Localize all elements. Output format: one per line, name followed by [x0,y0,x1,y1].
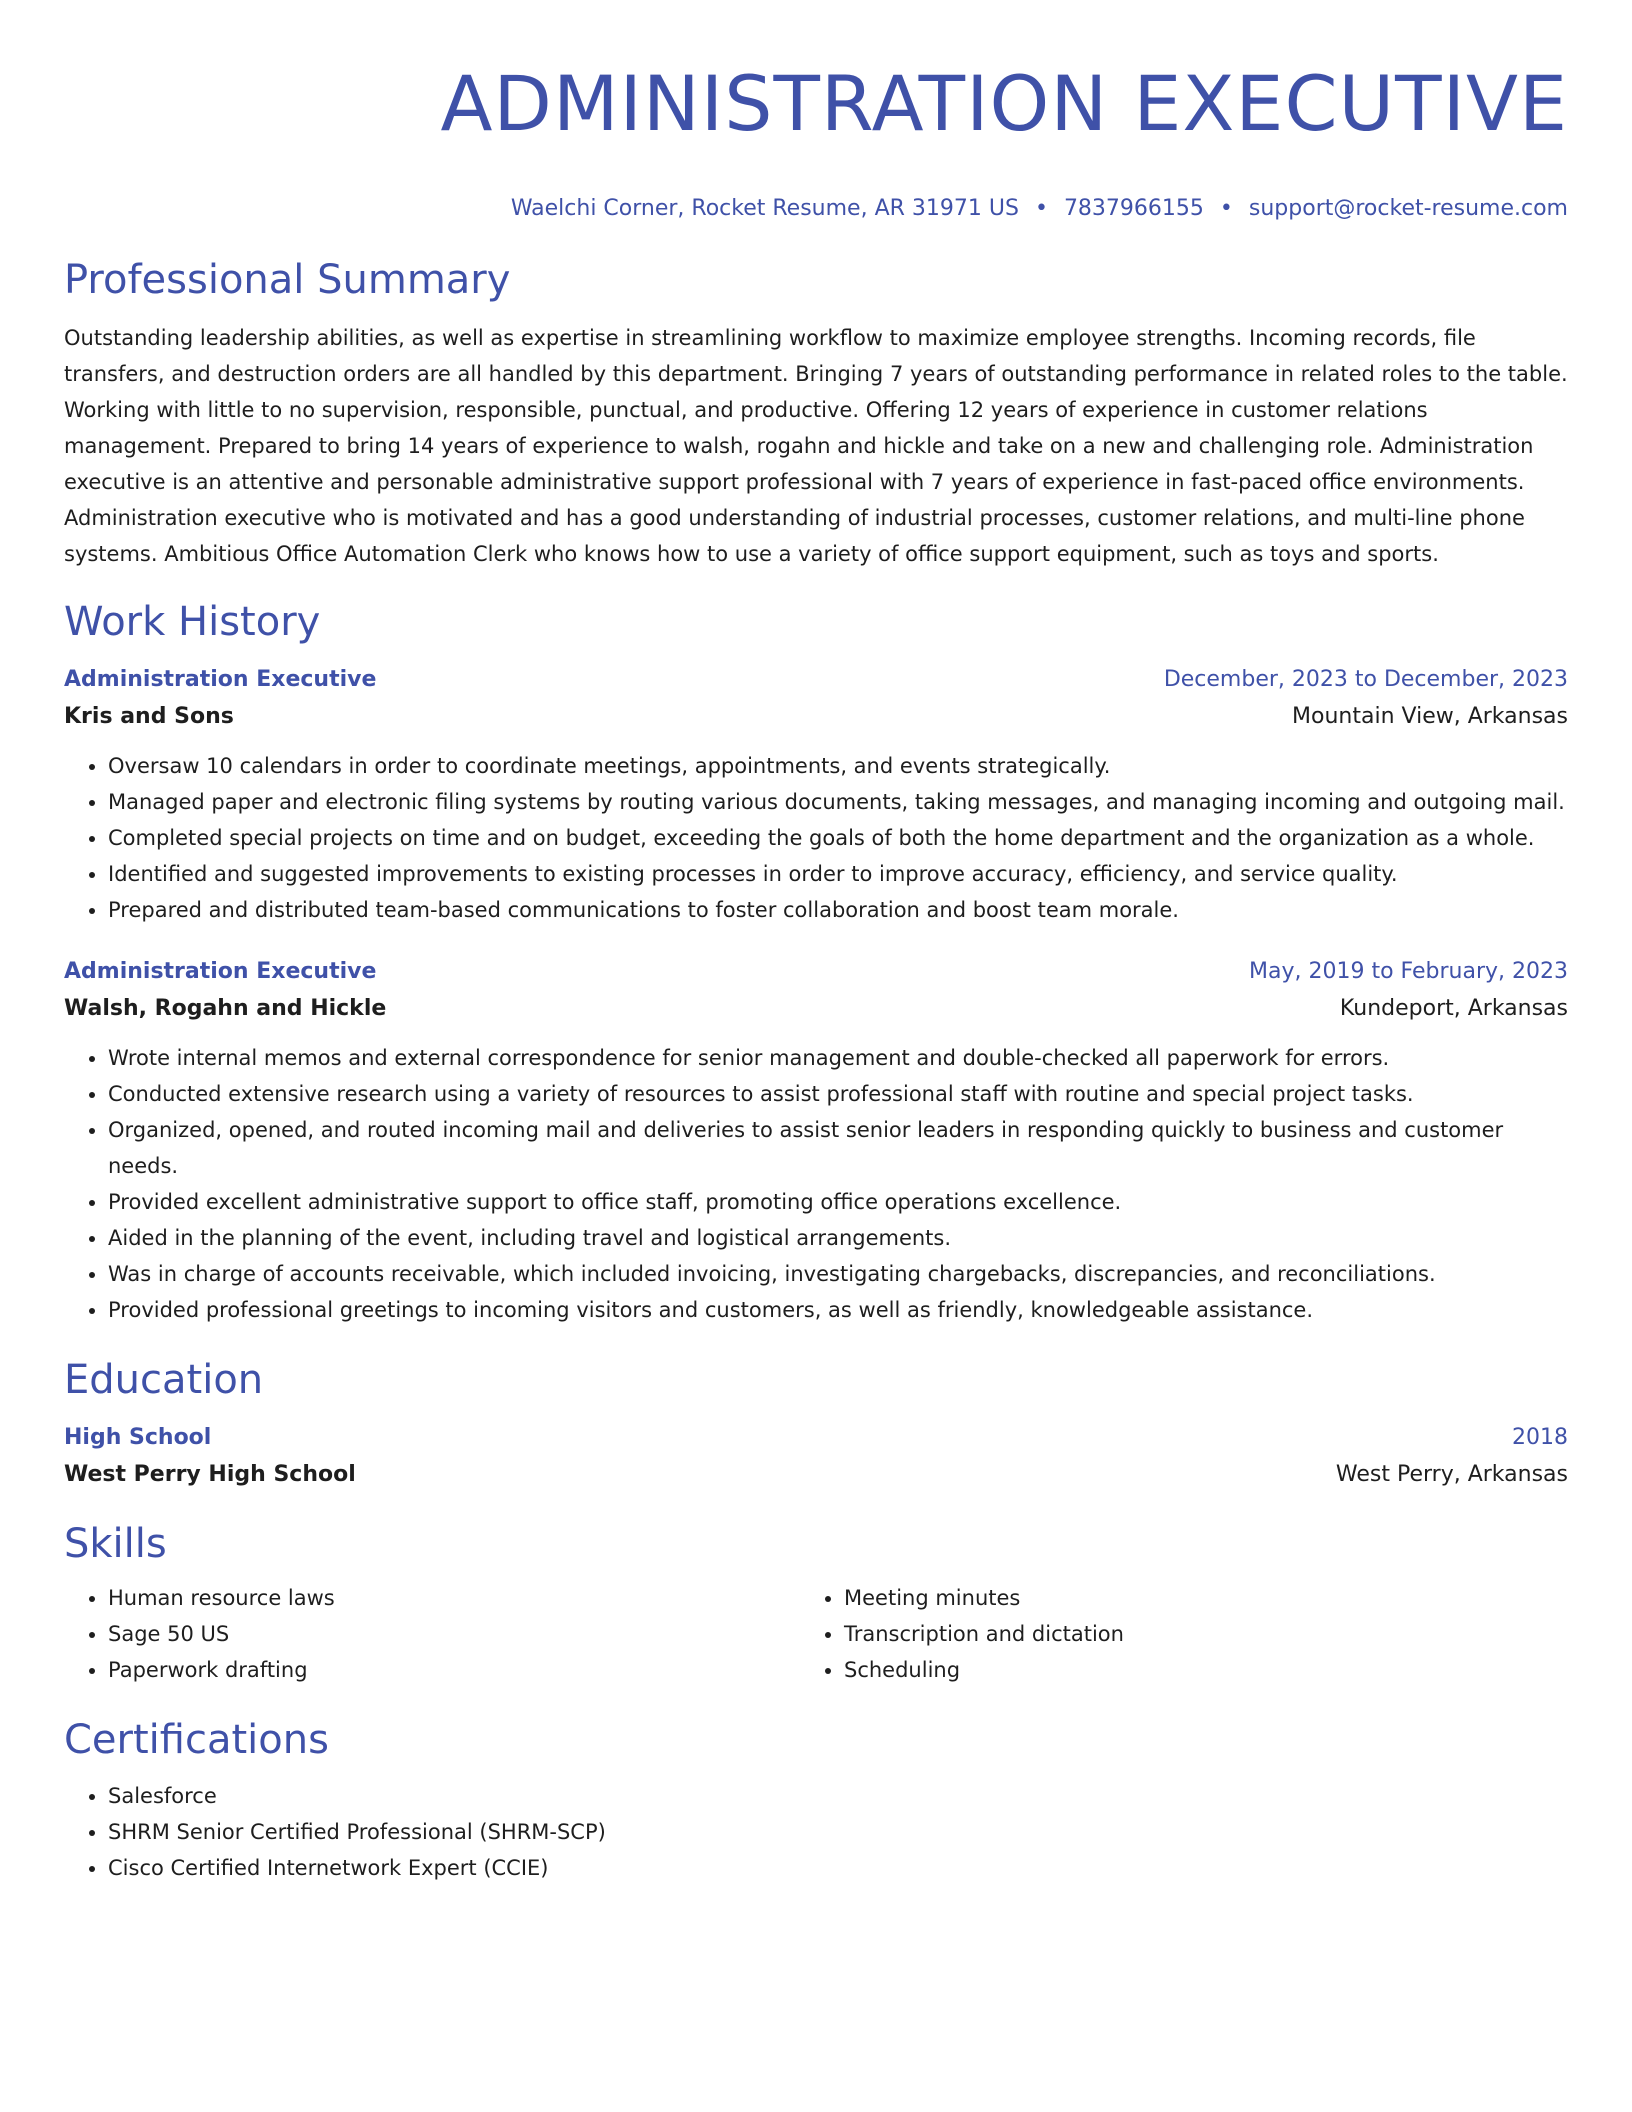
job-duty: • Wrote internal memos and external correspondence for senior management and double-checked all paperwork for errors. [108,1040,1568,1076]
job-entry [64,662,1568,928]
education-entry [64,1420,1568,1494]
job-duty: • Provided professional greetings to incoming visitors and customers, as well as friendly, knowledgeable assistance. [108,1292,1568,1328]
job-duty: • Aided in the planning of the event, including travel and logistical arrangements. [108,1220,1568,1256]
contact-line [64,194,1568,224]
job-duty: • Prepared and distributed team-based communications to foster collaboration and boost team morale. [108,892,1568,928]
skill-item: • Human resource laws [108,1580,800,1616]
job-duty: • Oversaw 10 calendars in order to coordinate meetings, appointments, and events strategically. [108,748,1568,784]
work-history-heading: Work History [64,599,321,645]
education-degree: High School [64,1425,212,1450]
job-title: Administration Executive [64,959,377,984]
contact-email: support@rocket-resume.com [1248,196,1568,221]
contact-separator: • [1219,196,1233,221]
candidate-name: ADMINISTRATION EXECUTIVE [440,59,1568,148]
job-company: Walsh, Rogahn and Hickle [64,996,387,1021]
job-entry [64,954,1568,1328]
job-duty: • Was in charge of accounts receivable, which included invoicing, investigating chargebacks, discrepancies, and reconciliations. [108,1256,1568,1292]
summary-section [64,254,1568,572]
education-section [64,1354,1568,1494]
job-dates: May, 2019 to February, 2023 [1249,959,1568,984]
education-school: West Perry High School [64,1462,356,1487]
summary-text: Outstanding leadership abilities, as well as expertise in streamlining workflow to maximize employee strengths. Incoming records, file transfers, and destruction orders are all handled by this department. Bringing 7 years of outstanding performance in related roles to the table. Working with little to no supervision, responsible, punctual, and productive. Offering 12 years of experience in customer relations management. Prepared to bring 14 years of experience to walsh, rogahn and hickle and take on a new and challenging role. Administration executive is an attentive and personable administrative support professional with 7 years of experience in fast-paced office environments. Administration executive who is motivated and has a good understanding of industrial processes, customer relations, and multi-line phone systems. Ambitious Office Automation Clerk who knows how to use a variety of office support equipment, such as toys and sports. [64,326,1568,566]
job-duty: • Managed paper and electronic filing systems by routing various documents, taking messages, and managing incoming and outgoing mail. [108,784,1568,820]
job-location: Kundeport, Arkansas [1339,996,1568,1021]
certifications-heading: Certifications [64,1717,329,1763]
contact-separator: • [1034,196,1048,221]
job-dates: December, 2023 to December, 2023 [1163,667,1568,692]
skills-list-right [800,1580,1536,1688]
skill-item: • Scheduling [844,1652,1536,1688]
job-duty: • Organized, opened, and routed incoming mail and deliveries to assist senior leaders in responding quickly to business and customer needs. [108,1112,1568,1184]
skills-section [64,1518,1568,1688]
skill-item: • Sage 50 US [108,1616,800,1652]
education-year: 2018 [1512,1425,1568,1450]
job-company: Kris and Sons [64,704,234,729]
job-title: Administration Executive [64,667,377,692]
skill-item: • Meeting minutes [844,1580,1536,1616]
skills-grid [64,1580,1568,1688]
skill-item: • Paperwork drafting [108,1652,800,1688]
work-history-section [64,596,1568,1328]
certification-item: • Salesforce [108,1778,1568,1814]
certifications-section [64,1714,1568,1886]
skill-item: • Transcription and dictation [844,1616,1536,1652]
job-location: Mountain View, Arkansas [1292,704,1568,729]
job-duty: • Identified and suggested improvements to existing processes in order to improve accuracy, efficiency, and service quality. [108,856,1568,892]
contact-phone: 7837966155 [1063,196,1204,221]
education-heading: Education [64,1357,264,1403]
job-duty: • Provided excellent administrative support to office staff, promoting office operations excellence. [108,1184,1568,1220]
job-duty: • Conducted extensive research using a variety of resources to assist professional staff with routine and special project tasks. [108,1076,1568,1112]
skills-heading: Skills [64,1521,167,1567]
contact-address: Waelchi Corner, Rocket Resume, AR 31971 US [510,196,1019,221]
skills-list-left [64,1580,800,1688]
job-duty: • Completed special projects on time and on budget, exceeding the goals of both the home department and the organization as a whole. [108,820,1568,856]
summary-heading: Professional Summary [64,257,511,303]
education-location: West Perry, Arkansas [1335,1462,1568,1487]
job-duties-list [64,748,1568,928]
job-duties-list [64,1040,1568,1328]
certifications-list [64,1778,1568,1886]
certification-item: • SHRM Senior Certified Professional (SHRM-SCP) [108,1814,1568,1850]
certification-item: • Cisco Certified Internetwork Expert (CCIE) [108,1850,1568,1886]
resume-header [64,56,1568,224]
